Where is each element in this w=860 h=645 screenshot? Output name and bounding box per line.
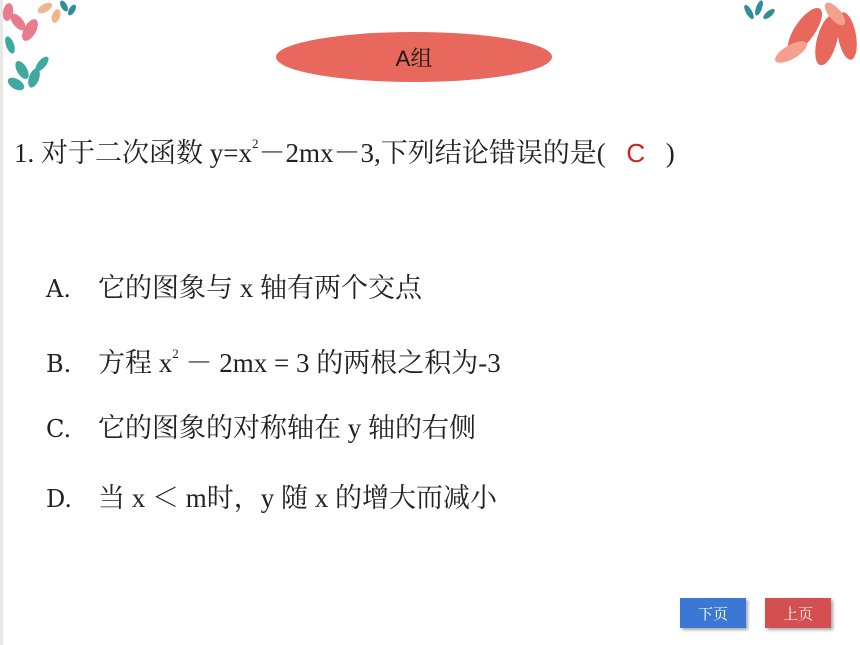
next-page-label: 下页 [697, 604, 728, 623]
option-c-text: 它的图象的对称轴在 y 轴的右侧 [98, 413, 476, 443]
option-b [46, 338, 501, 384]
formula-exponent: 2 [251, 136, 259, 151]
question-number: 1. [14, 138, 35, 168]
option-c [46, 408, 476, 449]
next-page-button[interactable] [680, 598, 746, 628]
group-label: A组 [395, 45, 433, 71]
floral-decoration-top-left [0, 0, 90, 100]
previous-page-label: 上页 [782, 604, 813, 623]
formula-y: y [209, 138, 224, 168]
question-stem-before: 对于二次函数 [41, 138, 203, 168]
option-b-letter: B. [46, 350, 72, 378]
formula-rest: －2mx－3 [258, 138, 374, 168]
option-b-text-post: － 2mx = 3 的两根之积为-3 [178, 348, 501, 378]
answer-letter: C [626, 138, 646, 168]
close-paren: ) [665, 138, 675, 168]
option-d-text: 当 x ＜ m时，y 随 x 的增大而减小 [98, 483, 498, 513]
option-b-text-pre: 方程 x [98, 348, 173, 378]
group-label-pill [276, 32, 552, 82]
option-b-exponent: 2 [172, 346, 179, 361]
option-a-letter: A. [46, 275, 71, 303]
question-1 [14, 128, 854, 173]
option-a-text: 它的图象与 x 轴有两个交点 [98, 273, 422, 303]
question-stem-after: ,下列结论错误的是( [374, 138, 606, 168]
previous-page-button[interactable] [765, 598, 831, 628]
option-d-letter: D. [46, 485, 73, 513]
option-c-letter: C. [46, 415, 72, 443]
option-d [46, 478, 497, 519]
formula-eq: = [223, 138, 239, 168]
floral-decoration-top-right [735, 0, 860, 75]
formula-x: x [238, 138, 252, 168]
option-a [46, 268, 422, 309]
